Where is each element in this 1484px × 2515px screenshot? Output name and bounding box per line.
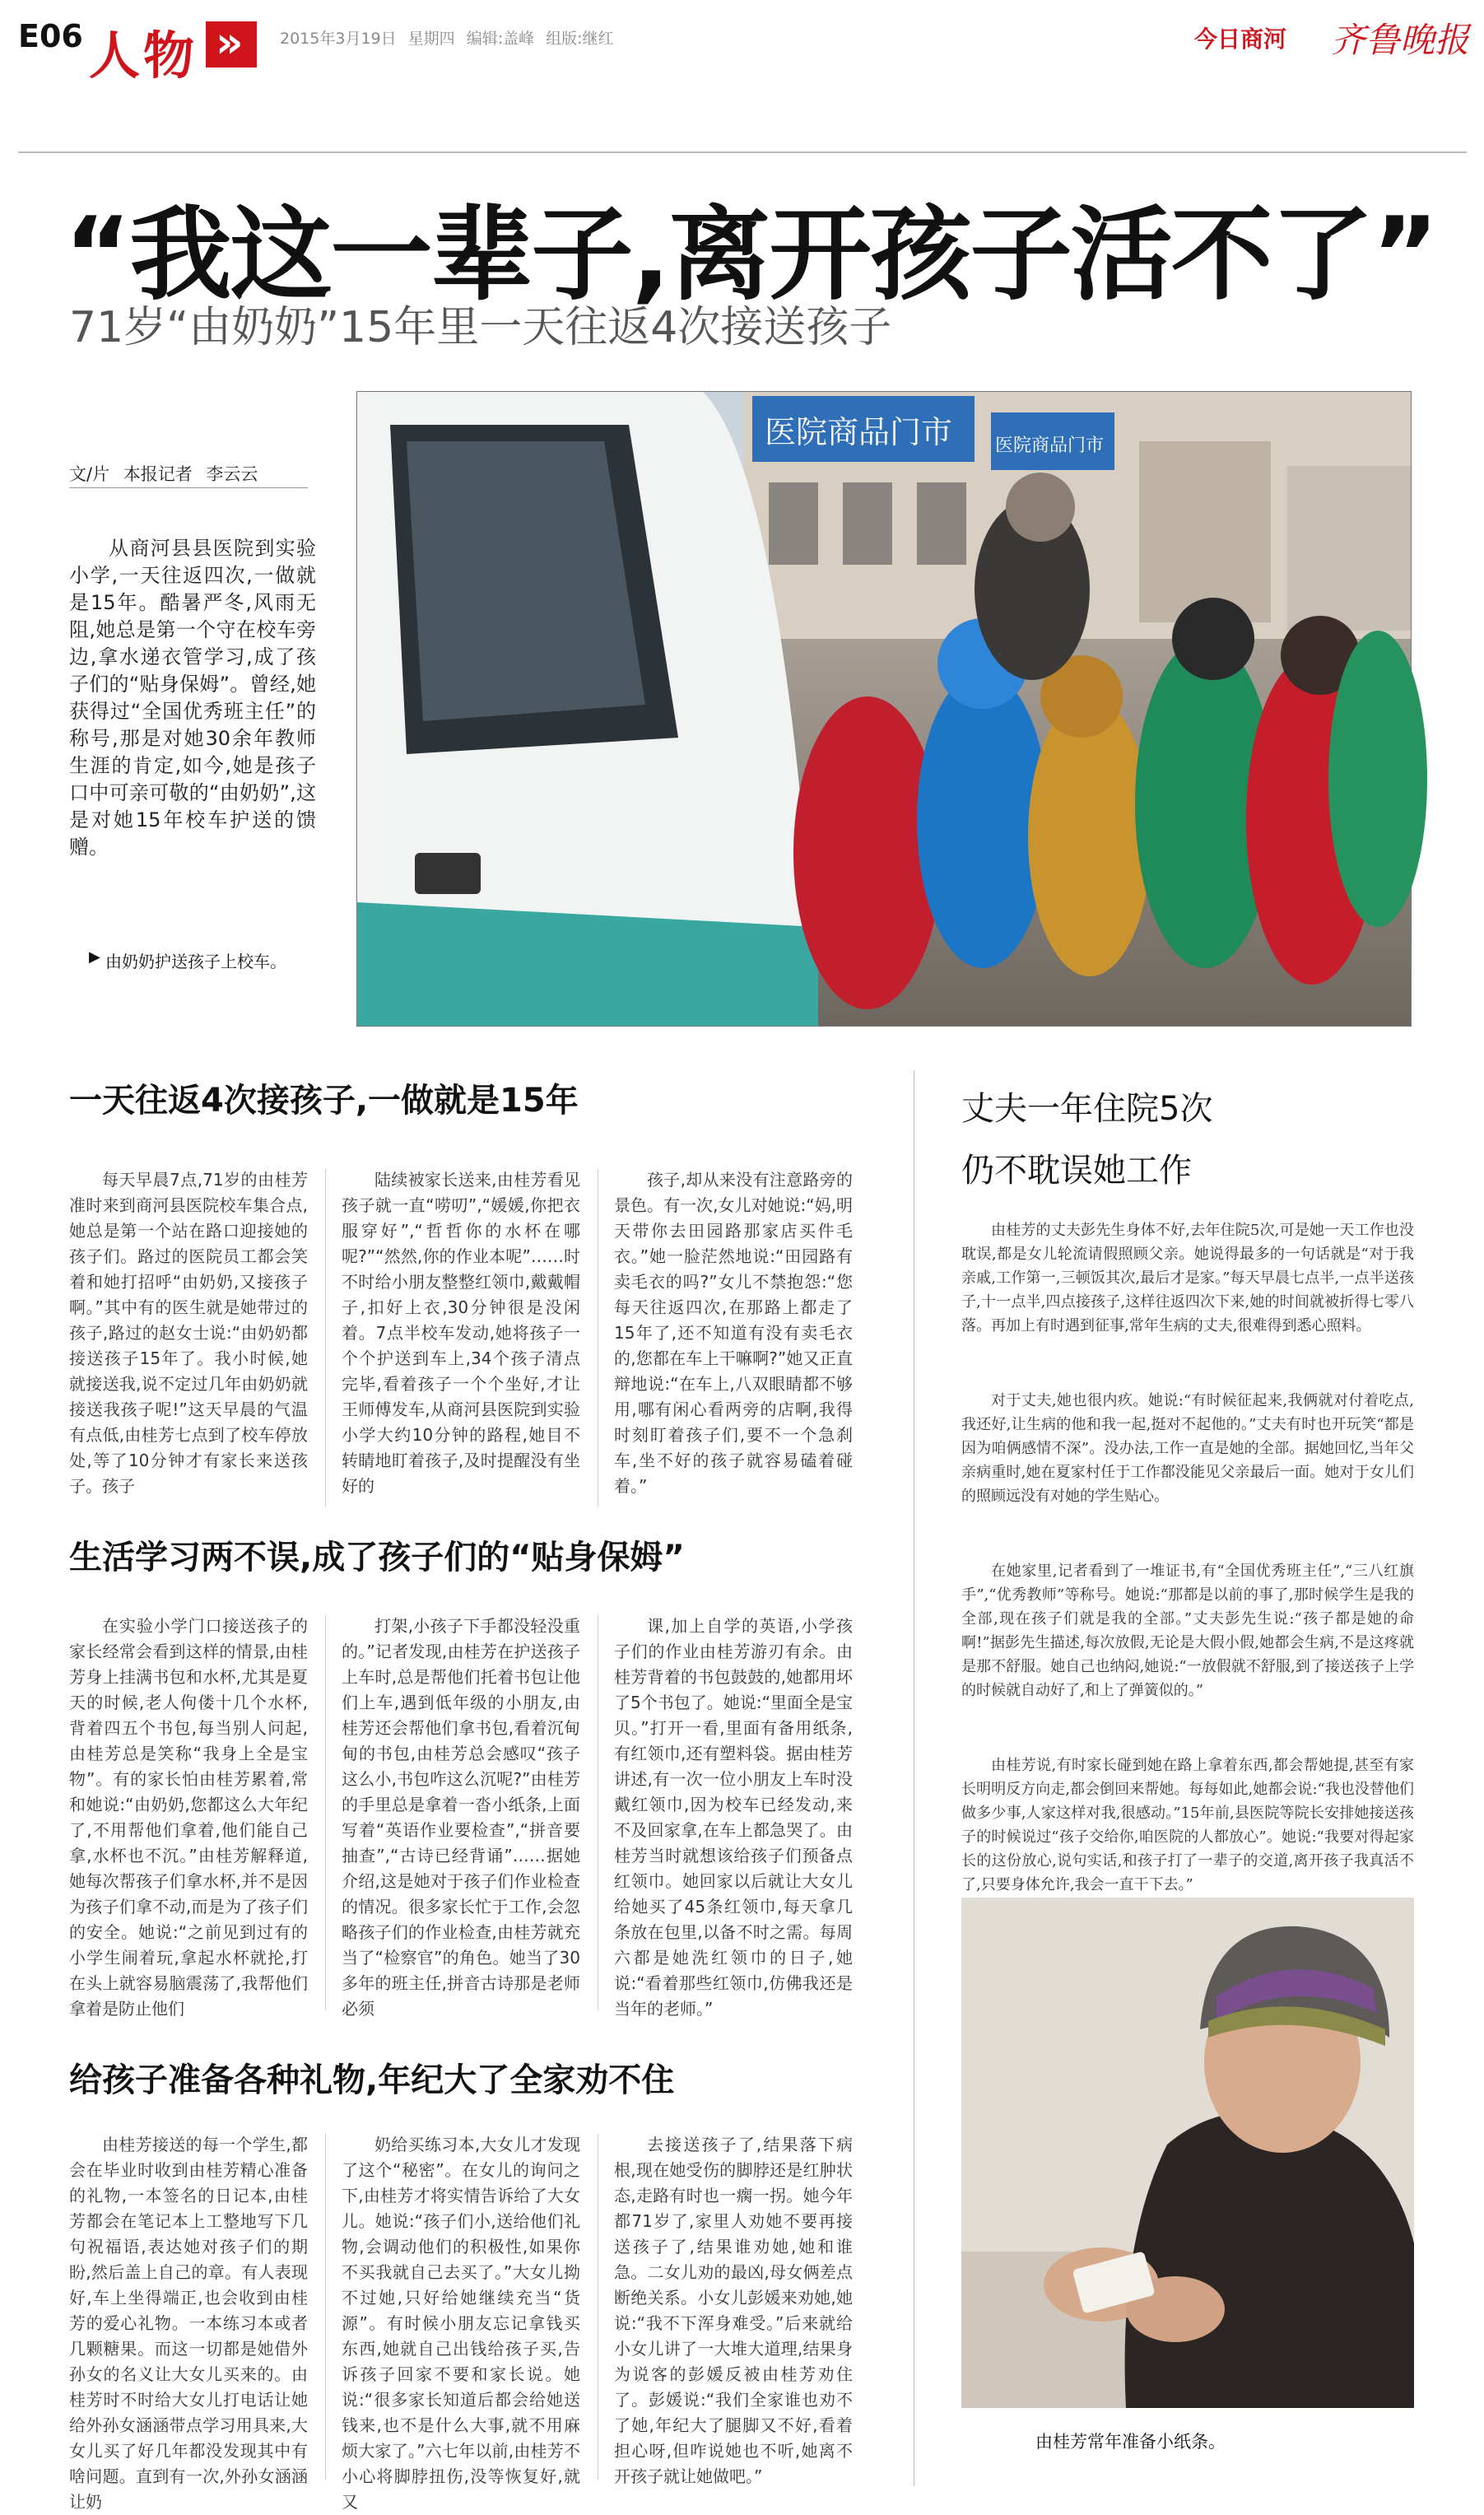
section1-title: 一天往返4次接孩子,一做就是15年 bbox=[69, 1082, 579, 1120]
section2-col3: 课,加上自学的英语,小学孩子们的作业由桂芳游刃有余。由桂芳背着的书包鼓鼓的,她都用坏了5个书包了。她说:“里面全是宝贝。”打开一看,里面有备用纸条,有红领巾,还有塑料袋。据由桂芳讲述,有一次一位小朋友上车时没戴红领巾,因为校车已经发动,来不及回家拿,在车上都急哭了。由桂芳当时就想该给孩子们预备点红领巾。她回家以后就让大女儿给她买了45条红领巾,每天拿几条放在包里,以备不时之需。每周六都是她洗红领巾的日子,她说:“看着那些红领巾,仿佛我还是当年的老师。” bbox=[614, 1616, 853, 2019]
sidebar-paragraph-2: 对于丈夫,她也很内疚。她说:“有时候征起来,我俩就对付着吃点,我还好,让生病的他和我一起,挺对不起他的。”丈夫有时也开玩笑“都是因为咱俩感情不深”。没办法,工作一直是她的全部。据她回忆,当年父亲病重时,她在夏家村任于工作都没能见父亲最后一面。她对于女儿们的照顾远没有对她的学生贴心。 bbox=[961, 1392, 1414, 1505]
byline-divider bbox=[69, 487, 308, 488]
grandma-portrait-scene bbox=[961, 1898, 1414, 2408]
shop-sign-2: 医院商品门市 bbox=[995, 435, 1105, 456]
school-bus-scene bbox=[357, 392, 1411, 1026]
section1-col3: 孩子,却从来没有注意路旁的景色。有一次,女儿对她说:“妈,明天带你去田园路那家店买件毛衣。”她一脸茫然地说:“田园路有卖毛衣的吗?”女儿不禁抱怨:“您每天往返四次,在那路上都走了15年了,还不知道有没有卖毛衣的,您都在车上干嘛啊?”她又正直辩地说:“在车上,八双眼睛都不够用,哪有闲心看两旁的店啊,我得时刻盯着孩子们,要不一个急刹车,坐不好的孩子就容易磕着碰着。” bbox=[614, 1170, 853, 1496]
section3-col1: 由桂芳接送的每一个学生,都会在毕业时收到由桂芳精心准备的礼物,一本签名的日记本,由桂芳都会在笔记本上工整地写下几句祝福语,表达她对孩子们的期盼,然后盖上自己的章。有人表现好,车上坐得端正,也会收到由桂芳的爱心礼物。一本练习本或者几颗糖果。而这一切都是她借外孙女的名义让大女儿买来的。由桂芳时不时给大女儿打电话让她给外孙女涵涵带点学习用具来,大女儿买了好几年都没发现其中有啥问题。直到有一次,外孙女涵涵让奶 bbox=[69, 2135, 308, 2512]
caption-triangle-icon: ▶ bbox=[89, 948, 100, 966]
section1-col2: 陆续被家长送来,由桂芳看见孩子就一直“唠叨”,“媛媛,你把衣服穿好”,“哲哲你的水杯在哪呢?”“然然,你的作业本呢”……时不时给小朋友整整红领巾,戴戴帽子,扣好上衣,30分钟很是没闲着。7点半校车发动,她将孩子一个个护送到车上,34个孩子清点完毕,看着孩子一个个坐好,才让王师傅发车,从商河县医院到实验小学大约10分钟的路程,她目不转睛地盯着孩子,及时提醒没有坐好的 bbox=[342, 1170, 580, 1496]
column-divider bbox=[325, 2134, 326, 2480]
school-bus-photo bbox=[356, 391, 1412, 1027]
sidebar-paragraph-4: 由桂芳说,有时家长碰到她在路上拿着东西,都会帮她提,甚至有家长明明反方向走,都会倒回来帮她。每每如此,她都会说:“我也没替他们做多少事,人家这样对我,很感动。”15年前,县医院等院长安排她接送孩子的时候说过“孩子交给你,咱医院的人都放心”。她说:“我要对得起家长的这份放心,说句实话,和孩子打了一辈子的交道,离开孩子我真活不了,只要身体允许,我会一直干下去。” bbox=[961, 1757, 1414, 1893]
door-handle bbox=[415, 853, 481, 894]
page-number: E06 bbox=[18, 18, 83, 54]
section3-col3: 去接送孩子了,结果落下病根,现在她受伤的脚脖还是红肿状态,走路有时也一瘸一拐。她今年都71岁了,家里人劝她不要再接送孩子了,结果谁劝她,她和谁急。二女儿劝的最凶,母女俩差点断绝关系。小女儿彭媛来劝她,她说:“我不下浑身难受。”后来就给小女儿讲了一大堆大道理,结果身为说客的彭媛反被由桂芳劝住了。彭媛说:“我们全家谁也劝不了她,年纪大了腿脚又不好,看着担心呀,但咋说她也不听,她离不开孩子就让她做吧。” bbox=[614, 2135, 853, 2486]
shop-sign-1: 医院商品门市 bbox=[765, 414, 953, 450]
photo1-caption: 由奶奶护送孩子上校车。 bbox=[105, 952, 286, 971]
newspaper-logo: 齐鲁晚报 bbox=[1330, 20, 1469, 60]
intro-paragraph: 从商河县县医院到实验小学,一天往返四次,一做就是15年。酷暑严冬,风雨无阻,她总是第一个守在校车旁边,拿水递衣管学习,成了孩子们的“贴身保姆”。曾经,她获得过“全国优秀班主任”的称号,那是对她30余年教师生涯的肯定,如今,她是孩子口中可亲可敬的“由奶奶”,这是对她15年校车护送的馈赠。 bbox=[69, 537, 316, 859]
sidebar-paragraph-3: 在她家里,记者看到了一堆证书,有“全国优秀班主任”,“三八红旗手”,“优秀教师”等称号。她说:“那都是以前的事了,那时候学生是我的全部,现在孩子们就是我的全部。”丈夫彭先生说:“孩子都是她的命啊!”据彭先生描述,每次放假,无论是大假小假,她都会生病,不是这疼就是那不舒服。她自己也纳闷,她说:“一放假就不舒服,到了接送孩子上学的时候就自动好了,和上了弹簧似的。” bbox=[961, 1563, 1414, 1699]
section-arrow-icon bbox=[206, 21, 257, 68]
section2-title: 生活学习两不误,成了孩子们的“贴身保姆” bbox=[69, 1539, 685, 1577]
section1-col1: 每天早晨7点,71岁的由桂芳准时来到商河县医院校车集合点,她总是第一个站在路口迎接她的孩子们。路过的医院员工都会笑着和她打招呼“由奶奶,又接孩子啊。”其中有的医生就是她带过的孩子,路过的赵女士说:“由奶奶都接送孩子15年了。我小时候,她就接送我,说不定过几年由奶奶就接送我孩子呢!”这天早晨的气温有点低,由桂芳七点到了校车停放处,等了10分钟才有家长来送孩子。孩子 bbox=[69, 1170, 308, 1496]
section2-col1: 在实验小学门口接送孩子的家长经常会看到这样的情景,由桂芳身上挂满书包和水杯,尤其是夏天的时候,老人佝偻十几个水杯,背着四五个书包,每当别人问起,由桂芳总是笑称“我身上全是宝物”。有的家长怕由桂芳累着,常和她说:“由奶奶,您都这么大年纪了,不用帮他们拿着,他们能自己拿,水杯也不沉。”由桂芳解释道,她每次帮孩子们拿水杯,并不是因为孩子们拿不动,而是为了孩子们的安全。她说:“之前见到过有的小学生闹着玩,拿起水杯就抡,打在头上就容易脑震荡了,我帮他们拿着是防止他们 bbox=[69, 1616, 308, 2019]
byline: 文/片 本报记者 李云云 bbox=[69, 464, 258, 484]
sidebar-paragraph-1: 由桂芳的丈夫彭先生身体不好,去年住院5次,可是她一天工作也没耽误,都是女儿轮流请假照顾父亲。她说得最多的一句话就是“对于我亲戚,工作第一,三顿饭其次,最后才是家。”每天早晨七点半,一点半送孩子,十一点半,四点接孩子,这样往返四次下来,她的时间就被折得七零八落。再加上有时遇到征事,常年生病的丈夫,很难得到悉心照料。 bbox=[961, 1222, 1414, 1334]
section3-title: 给孩子准备各种礼物,年纪大了全家劝不住 bbox=[69, 2061, 675, 2099]
subheadline: 71岁“由奶奶”15年里一天往返4次接送孩子 bbox=[69, 303, 892, 352]
headline: “我这一辈子,离开孩子活不了” bbox=[64, 196, 1438, 314]
section-title: 人物 bbox=[89, 26, 198, 86]
sidebar-title-line2: 仍不耽误她工作 bbox=[961, 1152, 1192, 1190]
brand-label: 今日商河 bbox=[1193, 26, 1286, 53]
section2-col2: 打架,小孩子下手都没轻没重的。”记者发现,由桂芳在护送孩子上车时,总是帮他们托着书包让他们上车,遇到低年级的小朋友,由桂芳还会帮他们拿书包,看着沉甸甸的书包,由桂芳总会感叹“孩子这么小,书包咋这么沉呢?”由桂芳的手里总是拿着一沓小纸条,上面写着“英语作业要检查”,“拼音要抽查”,“古诗已经背诵”……据她介绍,这是她对于孩子们作业检查的情况。很多家长忙于工作,会忽略孩子们的作业检查,由桂芳就充当了“检察官”的角色。她当了30多年的班主任,拼音古诗那是老师必须 bbox=[342, 1616, 580, 2019]
issue-meta: 2015年3月19日 星期四 编辑:盖峰 组版:继红 bbox=[280, 30, 614, 48]
column-divider bbox=[325, 1169, 326, 1507]
header-divider bbox=[18, 151, 1467, 153]
sidebar-title-line1: 丈夫一年住院5次 bbox=[961, 1090, 1213, 1128]
photo2-caption: 由桂芳常年准备小纸条。 bbox=[1035, 2432, 1226, 2452]
grandma-portrait-photo bbox=[961, 1898, 1414, 2408]
section3-col2: 奶给买练习本,大女儿才发现了这个“秘密”。在女儿的询问之下,由桂芳才将实情告诉给了大女儿。她说:“孩子们小,送给他们礼物,会调动他们的积极性,如果你不买我就自己去买了。”大女儿拗不过她,只好给她继续充当“货源”。有时候小朋友忘记拿钱买东西,她就自己出钱给孩子买,告诉孩子回家不要和家长说。她说:“很多家长知道后都会给她送钱来,也不是什么大事,就不用麻烦大家了。”六七年以前,由桂芳不小心将脚脖扭伤,没等恢复好,就又 bbox=[342, 2135, 580, 2512]
column-divider bbox=[325, 1615, 326, 2010]
